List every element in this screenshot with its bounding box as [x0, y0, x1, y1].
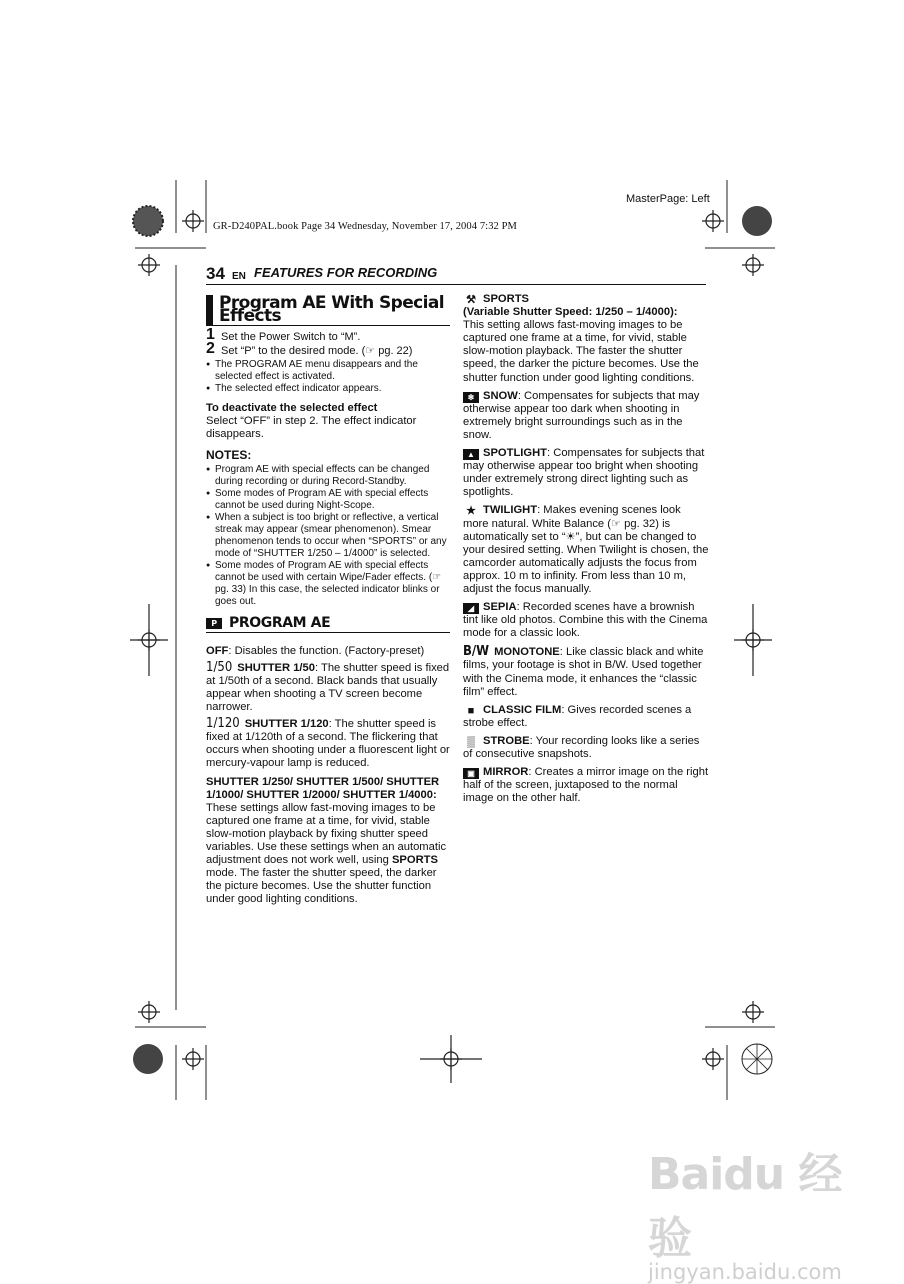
shutter-120-entry: [206, 717, 450, 770]
twilight-entry: [463, 504, 709, 596]
step-2: [206, 340, 450, 358]
baidu-watermark: [648, 1138, 858, 1284]
note-item: ● Some modes of Program AE with special effects cannot be used during Night-Scope.: [206, 488, 450, 512]
entry-label: SHUTTER 1/250/ SHUTTER 1/500/ SHUTTER 1/1000/ SHUTTER 1/2000/ SHUTTER 1/4000:: [206, 775, 440, 801]
spotlight-icon: ▲: [463, 449, 479, 460]
entry-label: SHUTTER 1/120: [244, 718, 329, 731]
masterpage-label: MasterPage: Left: [626, 193, 710, 205]
shutter-50-icon: 1/50: [206, 659, 233, 675]
entry-label: OFF: [206, 644, 229, 657]
snow-icon: ❄: [463, 392, 479, 403]
entry-text: : Compensates for subjects that may otherwise appear too bright when shooting under extremely strong direct lighting such as spotlights.: [463, 447, 705, 499]
entry-text: : Compensates for subjects that may otherwise appear too dark when shooting in extremely bright surroundings such as in the snow.: [463, 389, 700, 441]
sports-icon: ⚒: [466, 294, 476, 306]
entry-text: : Your recording looks like a series of consecutive snapshots.: [463, 734, 700, 760]
sports-ref: SPORTS: [391, 854, 438, 867]
sepia-entry: [463, 601, 709, 640]
note-item: ● Program AE with special effects can be changed during recording or during Record-Standby.: [206, 464, 450, 488]
mirror-entry: [463, 766, 709, 805]
deactivate-heading: To deactivate the selected effect: [206, 402, 378, 415]
note-item: ● Some modes of Program AE with special effects cannot be used with certain Wipe/Fader effects. (☞ pg. 33) In this case, the selected indicator blinks or goes out.: [206, 560, 450, 608]
entry-text: : Makes evening scenes look more natural. White Balance (☞ pg. 32) is automatically set to “☀”, but can be changed to your desired setting. When Twilight is chosen, the camcorder automatically adjusts the focus from approx. 10 m to infinity. From less than 10 m, adjust the focus manually.: [463, 504, 709, 595]
step-bullet: ● The selected effect indicator appears.: [206, 383, 450, 395]
section-title: FEATURES FOR RECORDING: [254, 265, 438, 280]
entry-label: MIRROR: [483, 766, 529, 779]
entry-text: These settings allow fast-moving images to be captured one frame at a time, for vivid, stable slow-motion playback by fixing shutter speed variables. Use these settings when an automatic adjustment does not work well, using: [206, 801, 447, 867]
watermark-main: Baidu 经验: [648, 1149, 842, 1264]
entry-text: : Creates a mirror image on the right half of the screen, juxtaposed to the normal image on the other half.: [463, 766, 709, 805]
classic-film-entry: [463, 704, 709, 730]
language-code: EN: [232, 271, 246, 282]
program-ae-icon: P: [206, 618, 222, 629]
note-item: ● When a subject is too bright or reflective, a vertical streak may appear (smear phenomenon). Smear phenomenon tends to occur when “SPORTS” or any mode of “SHUTTER 1/250 – 1/4000” is selected.: [206, 512, 450, 560]
entry-label: CLASSIC FILM: [483, 703, 562, 716]
page-number: 34: [206, 264, 225, 283]
step-1: [206, 326, 450, 344]
entry-text: mode. The faster the shutter speed, the darker the picture becomes. Use the shutter function under good lighting conditions.: [206, 867, 437, 906]
strobe-icon: ▒: [467, 735, 475, 748]
right-column: [463, 293, 709, 805]
entry-label: MONOTONE: [494, 646, 560, 659]
strobe-entry: [463, 735, 709, 761]
entry-label: SNOW: [483, 389, 518, 402]
entry-label: SEPIA: [483, 601, 517, 614]
entry-text: : Disables the function. (Factory-preset): [228, 644, 425, 657]
entry-text: : Recorded scenes have a brownish tint like old photos. Combine this with the Cinema mode for a classic look.: [463, 601, 708, 640]
sports-subtitle: (Variable Shutter Speed: 1/250 – 1/4000):: [463, 306, 678, 319]
running-header: [206, 266, 706, 285]
step-text: Set “P” to the desired mode. (☞ pg. 22): [221, 345, 413, 358]
entry-text: : Like classic black and white films, your footage is shot in B/W. Used together with the Cinema mode, it enhances the “classic film” effect.: [463, 646, 704, 698]
mirror-icon: ▣: [463, 768, 479, 779]
step-bullet: ● The PROGRAM AE menu disappears and the selected effect is activated.: [206, 359, 450, 383]
entry-text: : The shutter speed is fixed at 1/120th of a second. The flickering that occurs when shooting under a fluorescent light or mercury-vapour lamp is reduced.: [206, 718, 450, 770]
spotlight-entry: [463, 447, 709, 499]
entry-text: : Gives recorded scenes a strobe effect.: [463, 703, 692, 729]
step-text: Set the Power Switch to “M”.: [221, 331, 361, 343]
watermark-url: jingyan.baidu.com: [648, 1260, 842, 1284]
step-number: 1: [206, 326, 215, 343]
shutter-50-entry: [206, 661, 450, 714]
twilight-icon: ★: [466, 505, 476, 518]
entry-text: : The shutter speed is fixed at 1/50th of a second. Black bands that usually appear when shooting a TV screen become narrower.: [206, 661, 450, 714]
entry-label: SPORTS: [483, 293, 530, 305]
deactivate-text: Select “OFF” in step 2. The effect indicator disappears.: [206, 415, 417, 441]
step-number: 2: [206, 340, 215, 358]
program-ae-heading-text: PROGRAM AE: [229, 614, 331, 631]
entry-label: SPOTLIGHT: [483, 447, 548, 460]
snow-entry: [463, 390, 709, 442]
entry-label: TWILIGHT: [483, 504, 538, 517]
entry-label: SHUTTER 1/50: [237, 661, 315, 674]
program-ae-heading: [206, 614, 450, 633]
shutter-multi-entry: [206, 776, 450, 907]
classic-film-icon: ■: [467, 704, 475, 717]
off-entry: [206, 645, 450, 658]
page-title: Program AE With Special Effects: [219, 293, 444, 327]
entry-label: STROBE: [483, 734, 530, 747]
sports-entry: [463, 293, 709, 385]
notes-heading: NOTES:: [206, 448, 252, 463]
monotone-entry: [463, 645, 709, 698]
book-slug-line: GR-D240PAL.book Page 34 Wednesday, November 17, 2004 7:32 PM: [213, 221, 517, 232]
page-title-box: [206, 295, 450, 326]
sepia-icon: ◢: [463, 603, 479, 614]
shutter-120-icon: 1/120: [206, 716, 240, 732]
monotone-icon: B/W: [463, 644, 490, 660]
left-column: [206, 295, 450, 909]
entry-text: This setting allows fast-moving images to be captured one frame at a time, for vivid, stable slow-motion playback. The faster the shutter speed, the darker the picture becomes. Use the shutter function under good lighting conditions.: [463, 319, 699, 384]
